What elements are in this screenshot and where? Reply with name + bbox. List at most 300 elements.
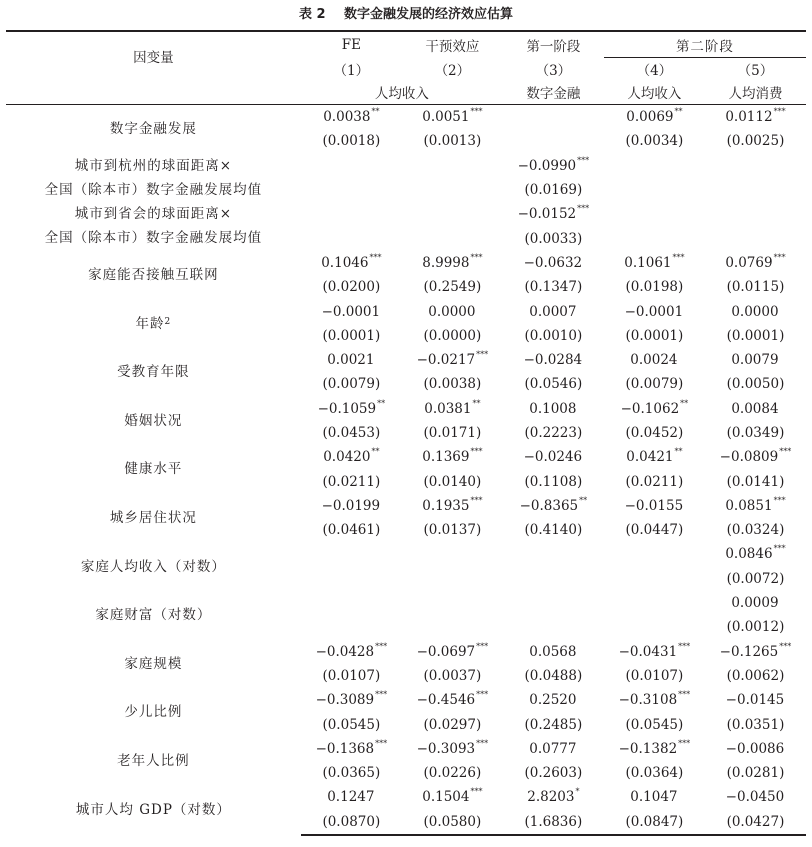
coefficient-cell xyxy=(301,202,402,226)
coefficient-cell xyxy=(705,348,806,372)
standard-error-cell: (0.0072) xyxy=(726,570,785,587)
standard-error-cell: (0.0079) xyxy=(625,376,684,393)
coefficient-cell xyxy=(705,494,806,518)
significance-stars: *** xyxy=(470,787,483,797)
table-row xyxy=(6,154,806,178)
coefficient-cell xyxy=(705,397,806,421)
table-row xyxy=(6,299,806,323)
table-row xyxy=(6,737,806,761)
coefficient-value: −0.8365 xyxy=(519,497,579,514)
coefficient-value: −0.0001 xyxy=(624,303,684,320)
standard-error-cell: (0.0137) xyxy=(423,522,482,539)
coefficient-cell xyxy=(705,785,806,809)
table-row xyxy=(6,348,806,372)
standard-error-cell: (0.0580) xyxy=(402,810,503,835)
header-first-stage: 第一阶段 xyxy=(503,31,604,58)
coefficient-cell xyxy=(402,105,503,130)
coefficient-value: −0.0152 xyxy=(517,206,577,223)
coefficient-value: −0.0284 xyxy=(523,352,583,369)
coefficient-cell xyxy=(503,445,604,469)
coefficient-cell xyxy=(301,105,402,130)
table-row xyxy=(6,785,806,809)
variable-label xyxy=(6,542,301,591)
variable-label-line: 全国（除本市）数字金融发展均值 xyxy=(44,181,263,198)
standard-error-cell xyxy=(402,615,503,639)
significance-stars: * xyxy=(575,787,580,797)
significance-stars: *** xyxy=(577,155,590,165)
table-row xyxy=(6,445,806,469)
coefficient-value: 0.0084 xyxy=(731,400,779,417)
coefficient-cell xyxy=(402,251,503,275)
significance-stars: *** xyxy=(773,252,786,262)
table-row xyxy=(6,397,806,421)
coefficient-cell xyxy=(503,105,604,130)
coefficient-value: −0.0431 xyxy=(618,643,678,660)
coefficient-cell xyxy=(402,445,503,469)
col-number-5: （5） xyxy=(737,63,774,79)
standard-error-cell: (0.0546) xyxy=(524,376,583,393)
table-title: 数字金融发展的经济效应估算 xyxy=(344,7,514,22)
coefficient-value: −0.3093 xyxy=(416,740,476,757)
significance-stars: *** xyxy=(470,107,483,117)
coefficient-cell xyxy=(402,348,503,372)
standard-error-cell: (0.0050) xyxy=(726,376,785,393)
standard-error-cell: (0.0171) xyxy=(423,425,482,441)
significance-stars: *** xyxy=(577,204,590,214)
standard-error-cell xyxy=(301,226,402,250)
coefficient-value: −0.0428 xyxy=(315,643,375,660)
variable-label xyxy=(6,785,301,835)
coefficient-cell xyxy=(705,542,806,566)
coefficient-value: 0.0000 xyxy=(731,303,779,320)
variable-label xyxy=(6,348,301,397)
coefficient-cell xyxy=(503,688,604,712)
standard-error-cell: (0.0013) xyxy=(423,133,482,150)
coefficient-value: 0.0846 xyxy=(725,546,773,563)
coefficient-value: −0.0155 xyxy=(624,497,684,514)
coefficient-cell xyxy=(503,542,604,566)
table-caption xyxy=(0,0,812,30)
coefficient-value: 0.1504 xyxy=(422,789,470,806)
coefficient-cell xyxy=(301,299,402,323)
significance-stars: ** xyxy=(674,447,683,457)
coefficient-value: 0.0777 xyxy=(529,740,577,757)
variable-label-line: 城市到杭州的球面距离× xyxy=(74,157,233,174)
significance-stars: *** xyxy=(773,107,786,117)
row-label-header: 因变量 xyxy=(6,31,301,80)
coefficient-cell xyxy=(301,397,402,421)
coefficient-cell xyxy=(301,494,402,518)
col-number-2: （2） xyxy=(434,62,471,79)
coefficient-cell xyxy=(604,688,705,712)
coefficient-cell xyxy=(301,542,402,566)
coefficient-value: −0.0001 xyxy=(321,303,381,320)
standard-error-cell xyxy=(604,567,705,591)
dep-var-income-12: 人均收入 xyxy=(301,80,503,105)
significance-stars: *** xyxy=(470,447,483,457)
standard-error-cell: (0.0281) xyxy=(726,765,785,782)
coefficient-cell xyxy=(604,251,705,275)
standard-error-cell: (0.0226) xyxy=(423,765,482,782)
dep-var-income-4: 人均收入 xyxy=(604,80,705,105)
coefficient-value: −0.0697 xyxy=(416,643,476,660)
coefficient-cell xyxy=(705,737,806,761)
variable-label xyxy=(6,445,301,494)
coefficient-value: 0.0112 xyxy=(725,109,773,126)
coefficient-cell xyxy=(705,251,806,275)
coefficient-value: 0.0069 xyxy=(626,109,674,126)
coefficient-value: 0.0381 xyxy=(424,400,472,417)
table-body xyxy=(6,105,806,835)
standard-error-cell: (0.0025) xyxy=(726,133,785,150)
standard-error-cell xyxy=(604,615,705,639)
standard-error-cell xyxy=(402,178,503,202)
coefficient-value: −0.0145 xyxy=(725,692,785,709)
coefficient-cell xyxy=(705,154,806,178)
standard-error-cell: (0.0211) xyxy=(322,473,381,490)
standard-error-cell: (0.0545) xyxy=(625,716,684,733)
coefficient-value: 0.2520 xyxy=(529,692,577,709)
significance-stars: *** xyxy=(678,738,691,748)
variable-label-text: 家庭能否接触互联网 xyxy=(88,267,219,284)
coefficient-cell xyxy=(301,737,402,761)
coefficient-value: 0.1047 xyxy=(630,789,678,806)
coefficient-cell xyxy=(402,397,503,421)
variable-label-text: 家庭人均收入（对数） xyxy=(80,558,226,575)
standard-error-cell: (0.0107) xyxy=(322,667,381,684)
significance-stars: *** xyxy=(470,495,483,505)
variable-label xyxy=(6,251,301,300)
standard-error-cell: (0.0062) xyxy=(726,667,785,684)
standard-error-cell: (0.0037) xyxy=(423,667,482,684)
coefficient-cell xyxy=(705,202,806,226)
table-row xyxy=(6,251,806,275)
table-row xyxy=(6,542,806,566)
variable-label-text: 城市人均 GDP（对数） xyxy=(75,802,231,819)
standard-error-cell: (0.0169) xyxy=(524,182,583,199)
coefficient-value: −0.1265 xyxy=(719,643,779,660)
coefficient-cell xyxy=(301,348,402,372)
standard-error-cell: (0.0365) xyxy=(322,765,381,782)
coefficient-cell xyxy=(402,202,503,226)
coefficient-value: 0.0024 xyxy=(630,352,678,369)
coefficient-cell xyxy=(705,445,806,469)
standard-error-cell: (1.6836) xyxy=(503,810,604,835)
variable-label-superscript: 2 xyxy=(164,316,172,327)
variable-label-text: 家庭财富（对数） xyxy=(95,607,212,624)
standard-error-cell xyxy=(503,615,604,639)
significance-stars: *** xyxy=(779,641,792,651)
coefficient-cell xyxy=(604,737,705,761)
significance-stars: *** xyxy=(476,350,489,360)
header-second-stage: 第二阶段 xyxy=(604,31,806,58)
standard-error-cell: (0.0545) xyxy=(322,716,381,733)
variable-label-text: 健康水平 xyxy=(124,461,183,478)
coefficient-value: −0.3089 xyxy=(315,692,375,709)
table-row xyxy=(6,591,806,615)
standard-error-cell: (0.0018) xyxy=(322,133,381,150)
coefficient-value: −0.0199 xyxy=(321,497,381,514)
coefficient-cell xyxy=(705,591,806,615)
coefficient-cell xyxy=(503,154,604,178)
standard-error-cell: (0.0488) xyxy=(524,667,583,684)
coefficient-cell xyxy=(503,348,604,372)
significance-stars: *** xyxy=(375,690,388,700)
standard-error-cell: (0.0038) xyxy=(423,376,482,393)
coefficient-value: 0.1046 xyxy=(321,254,369,271)
standard-error-cell: (0.0107) xyxy=(625,667,684,684)
standard-error-cell: (0.0198) xyxy=(625,279,684,296)
standard-error-cell: (0.0000) xyxy=(423,327,482,344)
header-fe: FE xyxy=(301,31,402,58)
coefficient-cell xyxy=(503,785,604,809)
coefficient-cell xyxy=(301,688,402,712)
standard-error-cell xyxy=(503,129,604,153)
col-number-4: （4） xyxy=(636,63,673,79)
coefficient-value: 0.0568 xyxy=(529,643,577,660)
standard-error-cell xyxy=(503,567,604,591)
coefficient-value: −0.0217 xyxy=(416,352,476,369)
coefficient-cell xyxy=(301,640,402,664)
standard-error-cell: (0.0349) xyxy=(726,425,785,441)
coefficient-value: 0.0079 xyxy=(731,352,779,369)
significance-stars: *** xyxy=(369,252,382,262)
standard-error-cell xyxy=(705,226,806,250)
significance-stars: *** xyxy=(773,544,786,554)
standard-error-cell: (0.0115) xyxy=(726,279,785,296)
coefficient-value: 0.1008 xyxy=(529,400,577,417)
significance-stars: ** xyxy=(377,398,386,408)
coefficient-cell xyxy=(301,785,402,809)
standard-error-cell: (0.0297) xyxy=(423,716,482,733)
coefficient-cell xyxy=(503,251,604,275)
significance-stars: *** xyxy=(678,690,691,700)
coefficient-value: −0.1062 xyxy=(620,400,680,417)
significance-stars: *** xyxy=(672,252,685,262)
standard-error-cell: (0.0200) xyxy=(322,279,381,296)
dep-var-consumption: 人均消费 xyxy=(705,80,806,105)
header-intervention: 干预效应 xyxy=(402,31,503,58)
coefficient-cell xyxy=(402,591,503,615)
variable-label xyxy=(6,737,301,786)
coefficient-cell xyxy=(604,494,705,518)
coefficient-value: 0.0038 xyxy=(323,109,371,126)
significance-stars: *** xyxy=(773,495,786,505)
standard-error-cell xyxy=(604,226,705,250)
table-row xyxy=(6,202,806,226)
variable-label xyxy=(6,640,301,689)
coefficient-value: 0.1061 xyxy=(624,254,672,271)
coefficient-cell xyxy=(503,299,604,323)
significance-stars: *** xyxy=(678,641,691,651)
coefficient-cell xyxy=(402,154,503,178)
coefficient-cell xyxy=(301,445,402,469)
col-number-1: （1） xyxy=(333,62,370,79)
coefficient-value: −0.3108 xyxy=(618,692,678,709)
coefficient-cell xyxy=(604,154,705,178)
standard-error-cell: (0.0427) xyxy=(705,810,806,835)
significance-stars: ** xyxy=(472,398,481,408)
coefficient-value: 0.0421 xyxy=(626,449,674,466)
coefficient-value: 0.0000 xyxy=(428,303,476,320)
regression-table xyxy=(6,30,806,836)
variable-label xyxy=(6,688,301,737)
coefficient-cell xyxy=(402,785,503,809)
standard-error-cell: (0.2485) xyxy=(524,716,583,733)
standard-error-cell: (0.0364) xyxy=(625,765,684,782)
variable-label xyxy=(6,154,301,203)
coefficient-cell xyxy=(705,640,806,664)
variable-label-text: 少儿比例 xyxy=(124,704,183,721)
significance-stars: *** xyxy=(476,738,489,748)
standard-error-cell: (0.0447) xyxy=(625,522,684,539)
coefficient-value: −0.0632 xyxy=(523,254,583,271)
standard-error-cell: (0.1347) xyxy=(524,279,583,296)
standard-error-cell: (0.2223) xyxy=(524,425,583,441)
standard-error-cell xyxy=(705,178,806,202)
coefficient-cell xyxy=(503,494,604,518)
standard-error-cell xyxy=(301,615,402,639)
standard-error-cell: (0.0452) xyxy=(625,425,684,441)
standard-error-cell: (0.0033) xyxy=(524,230,583,247)
coefficient-cell xyxy=(402,494,503,518)
standard-error-cell: (0.0211) xyxy=(625,473,684,490)
coefficient-cell xyxy=(503,397,604,421)
variable-label-text: 婚姻状况 xyxy=(124,412,183,429)
coefficient-cell xyxy=(503,202,604,226)
table-row xyxy=(6,640,806,664)
coefficient-cell xyxy=(402,542,503,566)
coefficient-value: −0.1368 xyxy=(315,740,375,757)
significance-stars: *** xyxy=(779,447,792,457)
coefficient-cell xyxy=(604,105,705,130)
coefficient-value: −0.0246 xyxy=(523,449,583,466)
coefficient-value: −0.0990 xyxy=(517,157,577,174)
coefficient-cell xyxy=(604,299,705,323)
coefficient-value: 0.0009 xyxy=(731,595,779,612)
standard-error-cell: (0.0141) xyxy=(726,473,785,490)
coefficient-cell xyxy=(402,737,503,761)
coefficient-value: 0.0021 xyxy=(327,352,375,369)
variable-label-line: 城市到省会的球面距离× xyxy=(74,206,233,223)
standard-error-cell: (0.0010) xyxy=(524,327,583,344)
coefficient-value: 0.1935 xyxy=(422,497,470,514)
variable-label-text: 受教育年限 xyxy=(117,364,190,381)
header-blank xyxy=(6,80,301,105)
variable-label xyxy=(6,105,301,154)
significance-stars: ** xyxy=(674,107,683,117)
variable-label xyxy=(6,299,301,348)
col-number-3: （3） xyxy=(535,62,572,79)
significance-stars: ** xyxy=(579,495,588,505)
table-number: 表 2 xyxy=(298,7,326,22)
standard-error-cell xyxy=(402,567,503,591)
coefficient-cell xyxy=(604,445,705,469)
coefficient-cell xyxy=(604,640,705,664)
variable-label-line: 全国（除本市）数字金融发展均值 xyxy=(44,230,263,247)
standard-error-cell: (0.0870) xyxy=(301,810,402,835)
table-row xyxy=(6,494,806,518)
standard-error-cell: (0.0140) xyxy=(423,473,482,490)
coefficient-cell xyxy=(604,542,705,566)
standard-error-cell xyxy=(301,567,402,591)
coefficient-value: 0.0769 xyxy=(725,254,773,271)
coefficient-cell xyxy=(402,688,503,712)
significance-stars: *** xyxy=(375,738,388,748)
coefficient-cell xyxy=(503,640,604,664)
standard-error-cell: (0.0001) xyxy=(726,327,785,344)
significance-stars: ** xyxy=(371,107,380,117)
standard-error-cell: (0.0324) xyxy=(726,522,785,539)
coefficient-cell xyxy=(503,737,604,761)
standard-error-cell: (0.0012) xyxy=(726,619,785,636)
coefficient-value: 2.8203 xyxy=(527,789,575,806)
coefficient-value: −0.1382 xyxy=(618,740,678,757)
variable-label xyxy=(6,397,301,446)
significance-stars: ** xyxy=(371,447,380,457)
standard-error-cell xyxy=(402,226,503,250)
coefficient-cell xyxy=(604,785,705,809)
coefficient-value: 0.1369 xyxy=(422,449,470,466)
dep-var-digital-finance: 数字金融 xyxy=(503,80,604,105)
variable-label xyxy=(6,202,301,251)
variable-label xyxy=(6,591,301,640)
coefficient-cell xyxy=(301,251,402,275)
coefficient-value: 8.9998 xyxy=(422,254,470,271)
standard-error-cell: (0.0001) xyxy=(322,327,381,344)
coefficient-value: −0.1059 xyxy=(317,400,377,417)
table-row xyxy=(6,688,806,712)
coefficient-value: −0.0450 xyxy=(725,789,785,806)
variable-label-text: 数字金融发展 xyxy=(109,121,197,138)
variable-label-text: 城乡居住状况 xyxy=(109,510,197,527)
standard-error-cell: (0.0461) xyxy=(322,522,381,539)
coefficient-cell xyxy=(705,688,806,712)
significance-stars: *** xyxy=(476,641,489,651)
coefficient-cell xyxy=(705,299,806,323)
coefficient-cell xyxy=(402,299,503,323)
standard-error-cell: (0.2549) xyxy=(423,279,482,296)
coefficient-cell xyxy=(705,105,806,130)
standard-error-cell: (0.0034) xyxy=(625,133,684,150)
standard-error-cell: (0.0453) xyxy=(322,425,381,441)
coefficient-value: 0.1247 xyxy=(327,789,375,806)
significance-stars: *** xyxy=(476,690,489,700)
coefficient-value: 0.0420 xyxy=(323,449,371,466)
standard-error-cell xyxy=(301,178,402,202)
coefficient-cell xyxy=(604,202,705,226)
standard-error-cell: (0.4140) xyxy=(524,522,583,539)
coefficient-cell xyxy=(604,348,705,372)
standard-error-cell xyxy=(604,178,705,202)
variable-label-text: 老年人比例 xyxy=(117,753,190,770)
coefficient-value: 0.0007 xyxy=(529,303,577,320)
coefficient-cell xyxy=(604,397,705,421)
significance-stars: ** xyxy=(680,398,689,408)
coefficient-value: −0.0809 xyxy=(719,449,779,466)
standard-error-cell: (0.2603) xyxy=(524,765,583,782)
coefficient-value: −0.4546 xyxy=(416,692,476,709)
coefficient-value: 0.0851 xyxy=(725,497,773,514)
variable-label-text: 年龄 xyxy=(135,315,165,332)
standard-error-cell: (0.0847) xyxy=(604,810,705,835)
variable-label xyxy=(6,494,301,543)
standard-error-cell: (0.0351) xyxy=(726,716,785,733)
coefficient-cell xyxy=(301,591,402,615)
table-row xyxy=(6,105,806,130)
standard-error-cell: (0.0079) xyxy=(322,376,381,393)
standard-error-cell: (0.1108) xyxy=(524,473,583,490)
